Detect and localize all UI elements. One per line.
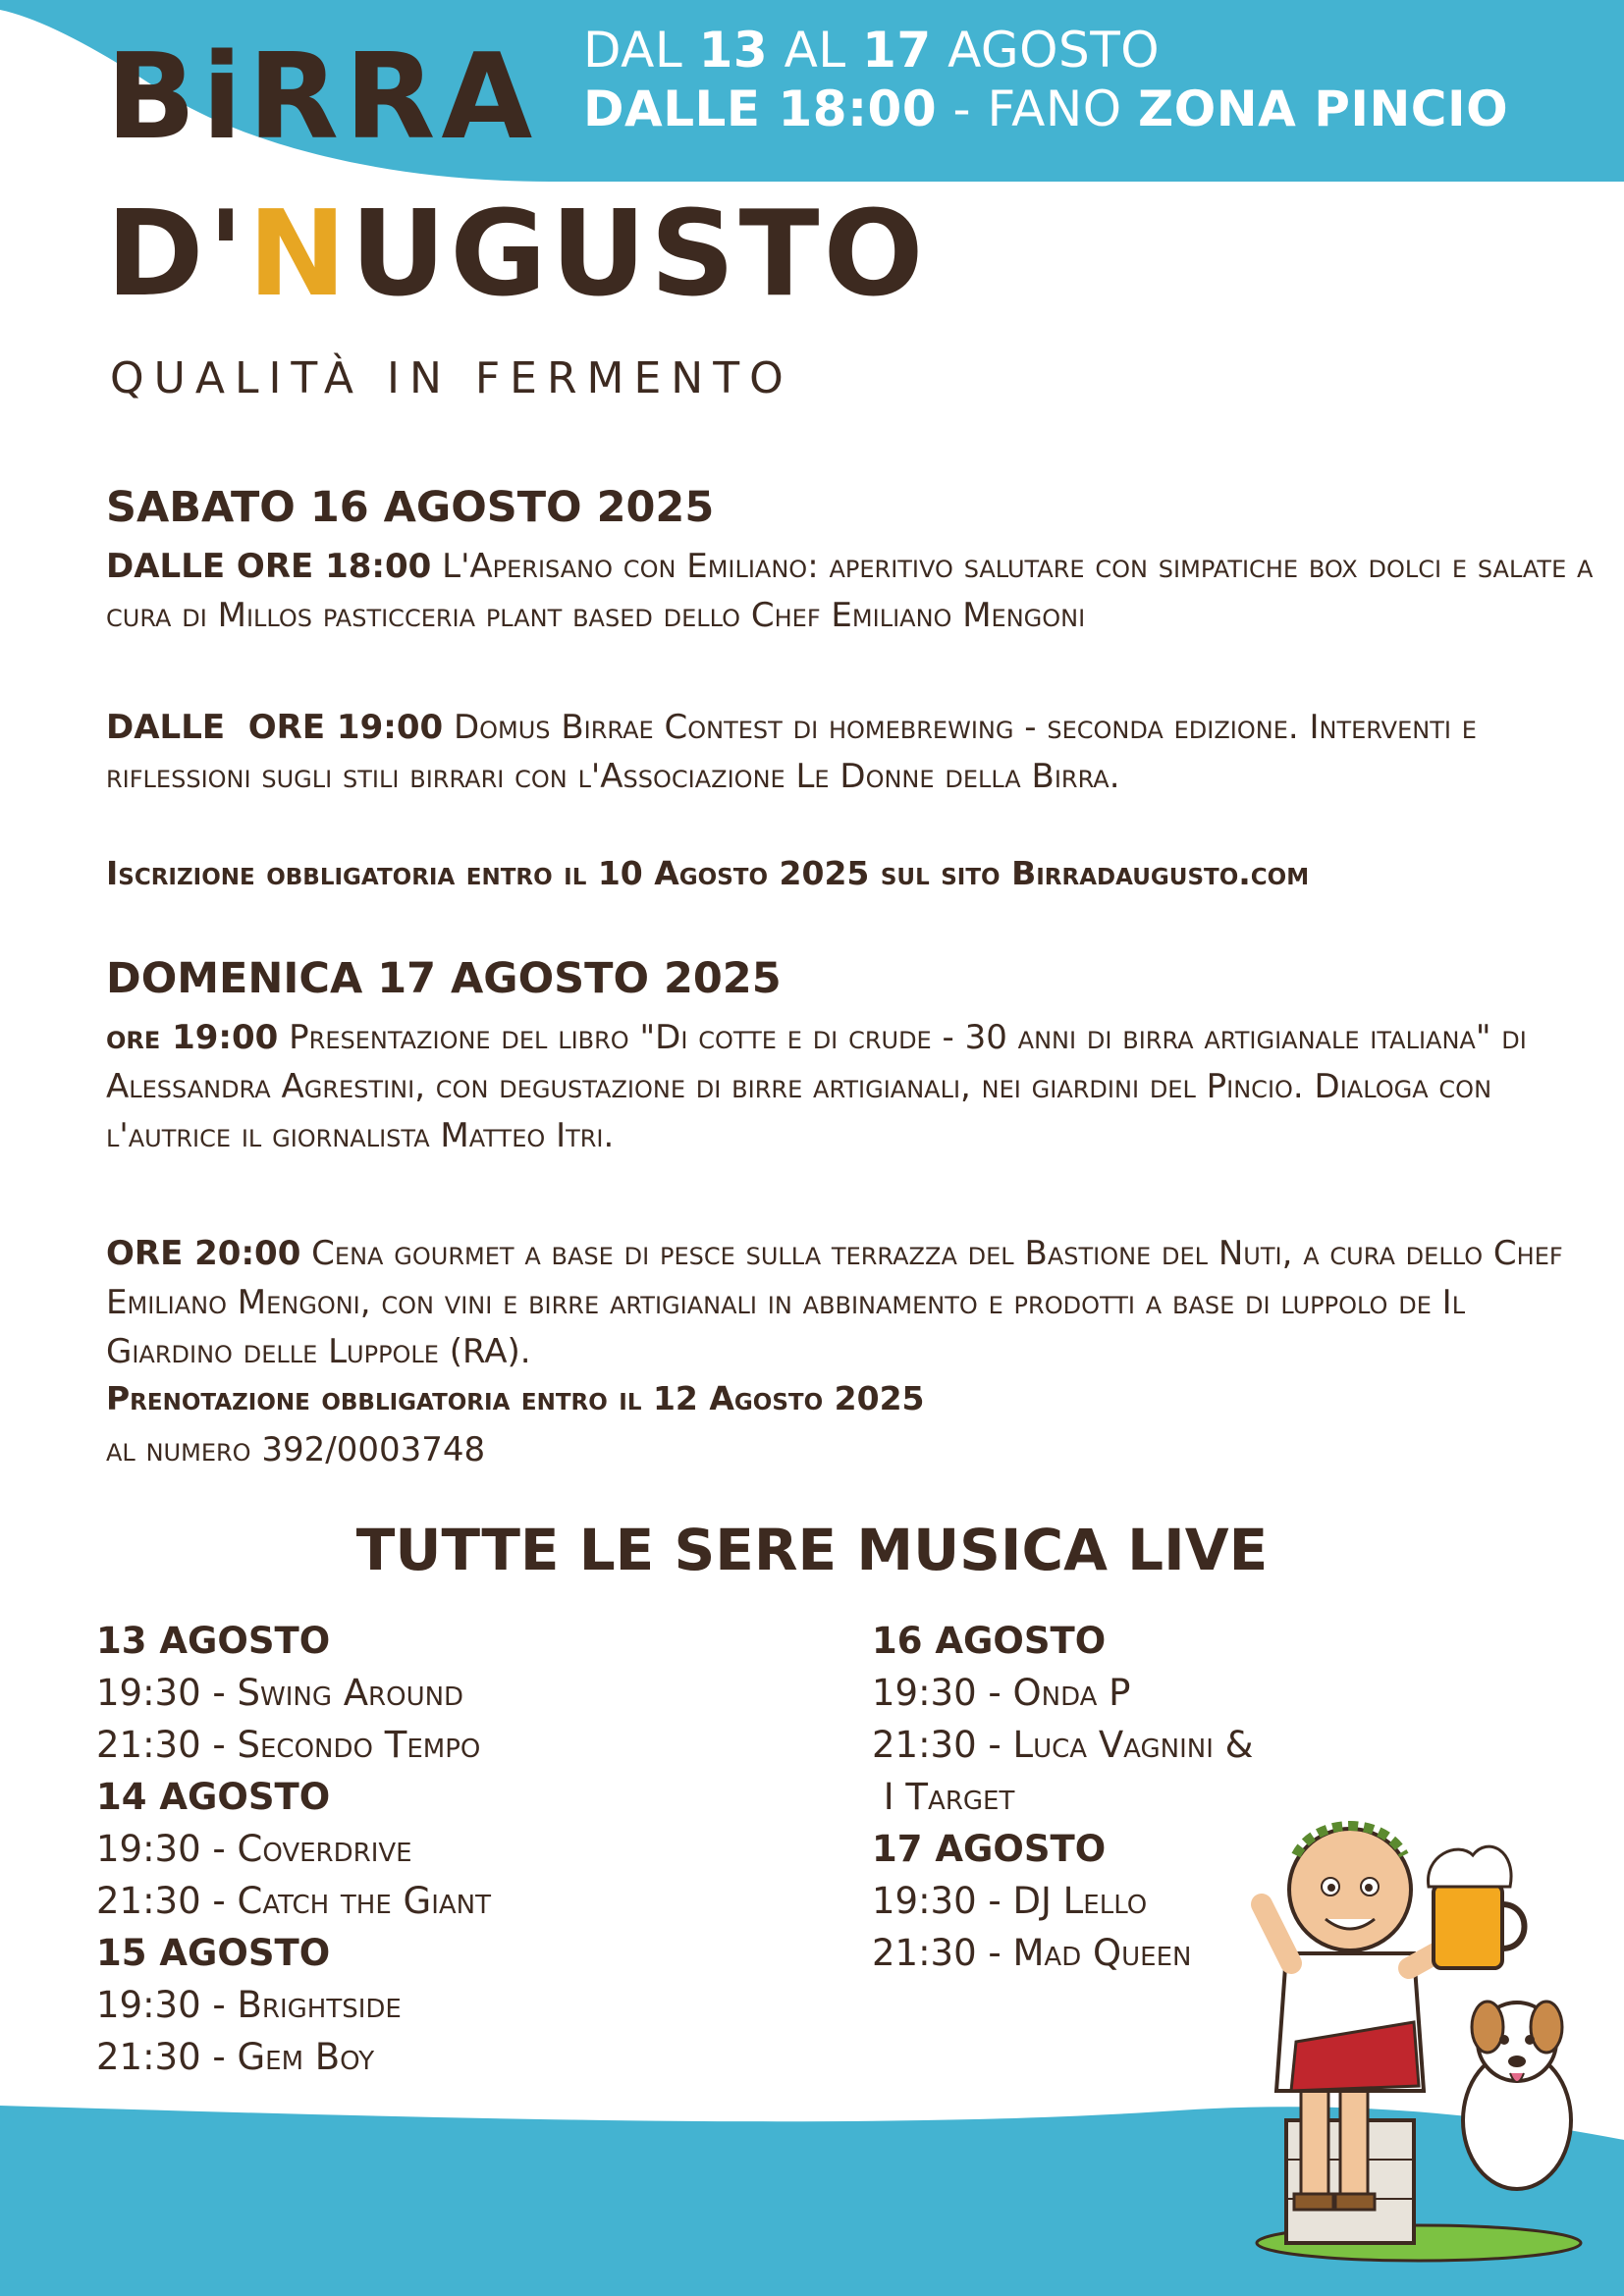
- date-to: 17: [862, 22, 932, 79]
- music-left-column: [96, 1615, 646, 2083]
- music-act: I Target: [872, 1776, 1015, 1818]
- saturday-event-2-text: Domus Birrae Contest di homebrewing - seconda edizione. Interventi e riflessioni sugli stili birrari con l'Associazione Le Donne della Birra.: [106, 708, 1477, 796]
- logo-line-2: [106, 187, 927, 323]
- music-day: 17 AGOSTO: [872, 1828, 1107, 1870]
- saturday-event-1: [106, 542, 1598, 640]
- event-place: ZONA PINCIO: [1138, 80, 1509, 137]
- saturday-event-1-time: DALLE ORE 18:00: [106, 547, 432, 586]
- place-separator: - FANO: [937, 80, 1138, 137]
- logo-line-2-a: D': [106, 187, 248, 323]
- saturday-title: SABATO 16 AGOSTO 2025: [106, 483, 715, 532]
- music-act: 21:30 - Gem Boy: [96, 2036, 375, 2078]
- music-day: 13 AGOSTO: [96, 1620, 331, 1662]
- event-time: DALLE 18:00: [583, 80, 938, 137]
- dates-mid: AL: [784, 22, 846, 79]
- logo-line-2-c: UGUSTO: [350, 187, 928, 323]
- saturday-event-2-time: DALLE ORE 19:00: [106, 708, 444, 747]
- music-act: 19:30 - Coverdrive: [96, 1828, 412, 1870]
- music-act: 21:30 - Luca Vagnini &: [872, 1724, 1254, 1766]
- saturday-registration-note: Iscrizione obbligatoria entro il 10 Agosto 2025 sul sito Birradaugusto.com: [106, 854, 1310, 892]
- music-title: TUTTE LE SERE MUSICA LIVE: [355, 1517, 1269, 1583]
- music-act: 19:30 - DJ Lello: [872, 1880, 1148, 1922]
- saturday-event-1-text: L'Aperisano con Emiliano: aperitivo salutare con simpatiche box dolci e salate a cura di Millos pasticceria plant based dello Chef Emiliano Mengoni: [106, 547, 1594, 635]
- logo-line-1: BiRRA: [106, 29, 539, 166]
- saturday-event-2: [106, 703, 1598, 801]
- sunday-title: DOMENICA 17 AGOSTO 2025: [106, 954, 782, 1003]
- sunday-event-2-time: ORE 20:00: [106, 1234, 301, 1273]
- sunday-event-2: [106, 1229, 1598, 1376]
- date-from: 13: [698, 22, 769, 79]
- sunday-event-2-text: Cena gourmet a base di pesce sulla terrazza del Bastione del Nuti, a cura dello Chef Emiliano Mengoni, con vini e birre artigianali in abbinamento e prodotti a base di luppolo de Il Giardino delle Luppole (RA).: [106, 1234, 1563, 1371]
- logo-tagline: QUALITÀ IN FERMENTO: [110, 353, 793, 403]
- event-time-place: [583, 80, 1508, 137]
- logo-line-2-b: N: [247, 187, 351, 323]
- mascot-illustration: [1247, 1796, 1610, 2268]
- dates-month: AGOSTO: [947, 22, 1161, 79]
- music-act: 21:30 - Mad Queen: [872, 1932, 1192, 1974]
- music-act: 19:30 - Onda P: [872, 1672, 1131, 1714]
- sunday-event-1-time: ore 19:00: [106, 1018, 279, 1057]
- music-day: 15 AGOSTO: [96, 1932, 331, 1974]
- sunday-event-1-text: Presentazione del libro "Di cotte e di crude - 30 anni di birra artigianale italiana" di Alessandra Agrestini, con degustazione di birre artigianali, nei giardini del Pincio. Dialoga con l'autrice il giornalista Matteo Itri.: [106, 1018, 1527, 1155]
- music-day: 16 AGOSTO: [872, 1620, 1107, 1662]
- dates-prefix: DAL: [583, 22, 683, 79]
- music-act: 19:30 - Swing Around: [96, 1672, 464, 1714]
- sunday-event-1: [106, 1013, 1598, 1160]
- music-act: 21:30 - Catch the Giant: [96, 1880, 492, 1922]
- music-act: 19:30 - Brightside: [96, 1984, 402, 2026]
- music-day: 14 AGOSTO: [96, 1776, 331, 1818]
- sunday-booking-phone: al numero 392/0003748: [106, 1430, 486, 1469]
- music-act: 21:30 - Secondo Tempo: [96, 1724, 481, 1766]
- sunday-booking-note: Prenotazione obbligatoria entro il 12 Agosto 2025: [106, 1379, 925, 1417]
